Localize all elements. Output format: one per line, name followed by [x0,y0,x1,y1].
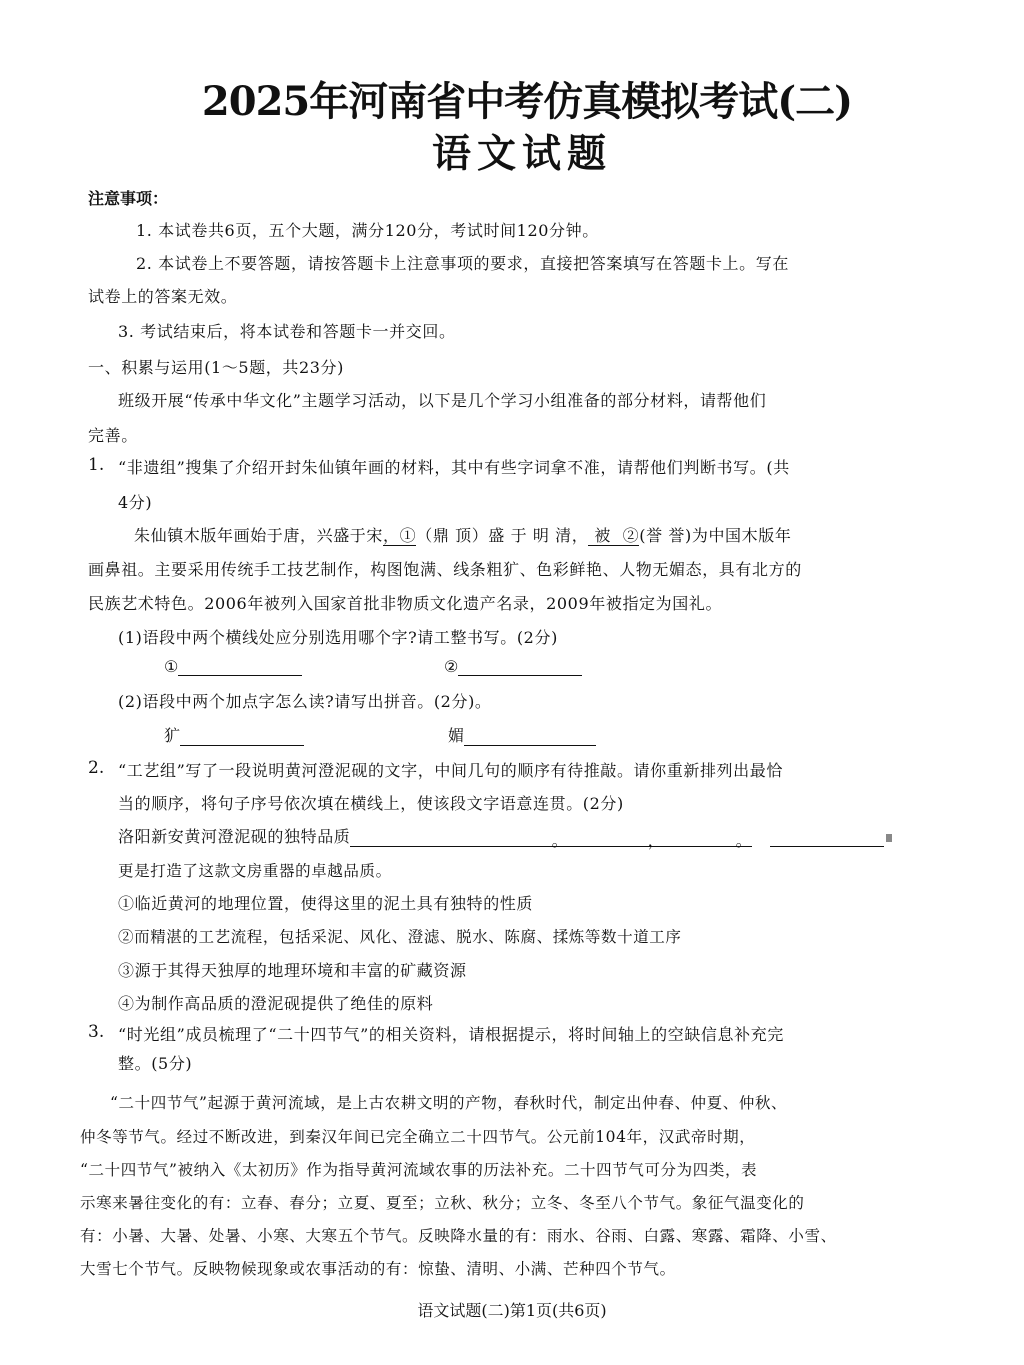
q3-passage-line2: 仲冬等节气。经过不断改进，到秦汉年间已完全确立二十四节气。公元前104年，汉武帝时期， [80,1128,756,1146]
q3-number: 3. [88,1022,105,1042]
q1-option-1: （鼎 顶）盛 于 明 清， [416,526,589,545]
q1-passage-line3: 民族艺术特色。2006年被列入国家首批非物质文化遗产名录，2009年被指定为国礼。 [88,594,723,613]
q1-sub1: (1)语段中两个横线处应分别选用哪个字?请工整书写。(2分) [118,628,558,647]
q2-punct-3: 。 [735,831,753,850]
q2-blank-2 [568,828,665,850]
q2-tail: 更是打造了这款文房重器的卓越品质。 [118,862,392,880]
q1-sub2-char-2: 媚 [448,726,465,745]
q1-stem-line1: “非遗组”搜集了介绍开封朱仙镇年画的材料，其中有些字词拿不准，请帮他们判断书写。(共 [118,458,790,477]
scan-mark-icon [886,834,892,842]
q1-option-2: (誉 誉)为中国木版年 [639,526,792,545]
q2-option-2: ②而精湛的工艺流程，包括采泥、风化、澄滤、脱水、陈腐、揉炼等数十道工序 [118,928,682,946]
q3-passage-line3: “二十四节气”被纳入《太初历》作为指导黄河流域农事的历法补充。二十四节气可分为四类，表 [80,1161,758,1179]
q2-option-4: ④为制作高品质的澄泥砚提供了绝佳的原料 [118,994,434,1013]
q1-sub1-blank-1 [178,657,302,676]
section-intro-line2: 完善。 [88,426,138,445]
q1-stem-line2: 4分) [118,493,153,512]
q2-stem-line1: “工艺组”写了一段说明黄河澄泥砚的文字，中间几句的顺序有待推敲。请你重新排列出最恰 [118,761,783,780]
q1-sub1-blank-2 [458,657,582,676]
q3-stem-line1: “时光组”成员梳理了“二十四节气”的相关资料，请根据提示，将时间轴上的空缺信息补充完 [118,1025,784,1044]
q2-number: 2. [88,758,105,778]
q1-blank-marker-1: ，① [383,526,417,545]
q2-lead-line [118,824,892,850]
q2-option-3: ③源于其得天独厚的地理环境和丰富的矿藏资源 [118,961,467,980]
q2-option-1: ①临近黄河的地理位置，使得这里的泥土具有独特的性质 [118,894,534,913]
q1-passage-line2: 画鼻祖。主要采用传统手工技艺制作，构图饱满、线条粗犷、色彩鲜艳、人物无媚态，具有北方的 [88,560,802,579]
notice-item-1: 1. 本试卷共6页，五个大题，满分120分，考试时间120分钟。 [136,221,599,240]
q2-blank-4 [770,828,884,847]
q3-stem-line2: 整。(5分) [118,1054,193,1073]
q2-punct-1: 。 [551,831,569,850]
section-intro-line1: 班级开展“传承中华文化”主题学习活动，以下是几个学习小组准备的部分材料，请帮他们 [118,391,767,410]
notice-item-2-line2: 试卷上的答案无效。 [88,287,238,306]
q2-blank-1 [350,828,569,850]
q1-bei-char: 被 [588,526,617,546]
q1-sub2: (2)语段中两个加点字怎么读?请写出拼音。(2分)。 [118,692,492,711]
q2-stem-line2: 当的顺序，将句子序号依次填在横线上，使该段文字语意连贯。(2分) [118,794,624,813]
q1-sub2-blank-2 [464,727,596,746]
exam-title: 2025年河南省中考仿真模拟考试(二) [201,78,853,125]
q1-number: 1. [88,455,105,475]
q1-sub1-answer-2 [444,657,582,676]
notice-item-2-line1: 2. 本试卷上不要答题，请按答题卡上注意事项的要求，直接把答案填写在答题卡上。写在 [136,254,789,273]
q1-sub2-answer-1 [164,723,304,746]
q3-passage-line6: 大雪七个节气。反映物候现象或农事活动的有：惊蛰、清明、小满、芒种四个节气。 [80,1260,676,1278]
q1-passage-text: 朱仙镇木版年画始于唐，兴盛于宋 [134,526,384,545]
q3-passage-line5: 有：小暑、大暑、处暑、小寒、大寒五个节气。反映降水量的有：雨水、谷雨、白露、寒露、霜降、小雪、 [80,1227,837,1245]
q1-sub2-blank-1 [180,727,304,746]
q1-sub2-answer-2 [448,723,596,746]
q1-passage-line1 [134,523,791,546]
q2-punct-2: ， [647,831,665,850]
q1-sub1-label-1: ① [164,657,179,676]
section-heading: 一、积累与运用(1～5题，共23分) [88,358,345,377]
page-footer: 语文试题(二)第1页(共6页) [417,1301,607,1320]
q1-blank-marker-2: ② [616,526,640,545]
q2-lead-text: 洛阳新安黄河澄泥砚的独特品质 [118,827,351,846]
q1-sub1-answer-1 [164,657,302,676]
q1-sub1-label-2: ② [444,657,459,676]
q1-sub2-char-1: 犷 [164,726,181,745]
q3-passage-line4: 示寒来暑往变化的有：立春、春分；立夏、夏至；立秋、秋分；立冬、冬至八个节气。象征气温变化的 [80,1194,805,1212]
q3-passage-line1: “二十四节气”起源于黄河流域，是上古农耕文明的产物，春秋时代，制定出仲春、仲夏、仲秋、 [110,1094,788,1112]
notice-item-3: 3. 考试结束后，将本试卷和答题卡一并交回。 [118,322,456,341]
notice-heading: 注意事项： [88,189,169,208]
subject-title: 语文试题 [431,131,612,177]
q2-blank-3 [664,828,753,850]
